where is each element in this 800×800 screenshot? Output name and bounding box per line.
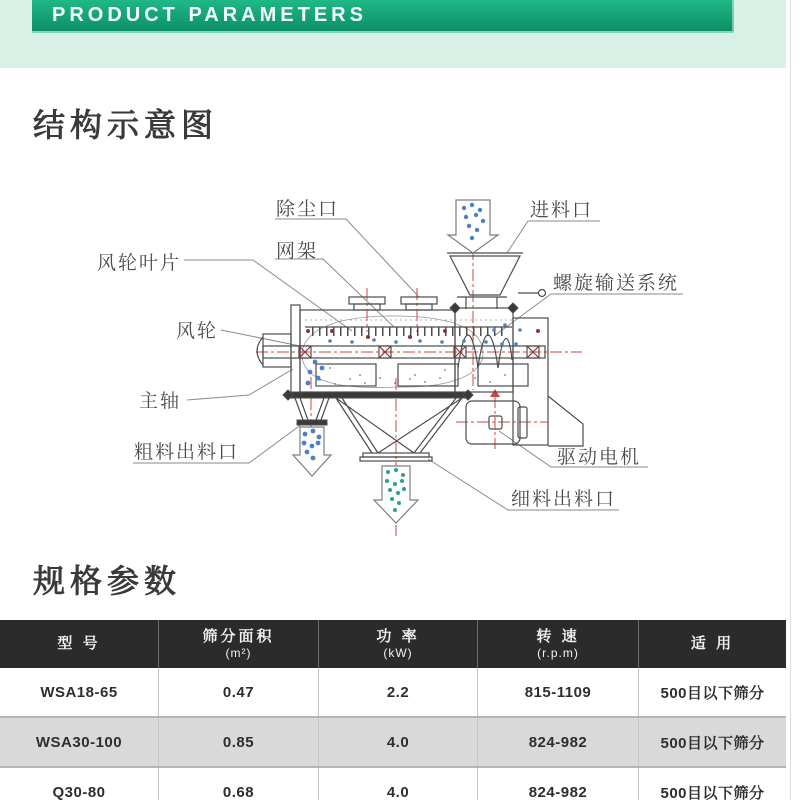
header-power: 功 率 (kW): [319, 620, 478, 668]
label-drive-motor: 驱动电机: [557, 447, 642, 468]
cell-power: 4.0: [319, 718, 478, 766]
table-row: [0, 668, 786, 716]
cell-speed: 824-982: [478, 718, 639, 766]
spec-table-header: [0, 620, 786, 668]
drive-motor-drawing: [466, 401, 527, 444]
label-feed-inlet: 进料口: [530, 200, 594, 221]
specs-section-title: 规格参数: [33, 563, 182, 599]
label-screw-system: 螺旋输送系统: [553, 273, 680, 294]
cell-model: WSA30-100: [0, 718, 159, 766]
label-wheel-blades: 风轮叶片: [97, 253, 182, 274]
table-row: [0, 768, 786, 800]
motor-center-marker: [490, 389, 500, 397]
cell-application: 500目以下筛分: [660, 684, 765, 702]
label-main-shaft: 主轴: [139, 391, 182, 412]
cell-application: 500目以下筛分: [660, 734, 765, 752]
cell-model: WSA18-65: [0, 668, 159, 716]
label-dust-outlet: 除尘口: [276, 199, 340, 220]
label-wind-wheel: 风轮: [176, 321, 219, 342]
spec-table: [0, 620, 786, 800]
banner-title: PRODUCT PARAMETERS: [52, 4, 367, 26]
header-sieve-area: 筛分面积 (m²): [159, 620, 319, 668]
header-application: 适 用: [690, 635, 735, 652]
cell-power: 4.0: [319, 768, 478, 800]
cell-sieve-area: 0.68: [159, 768, 319, 800]
cell-sieve-area: 0.47: [159, 668, 319, 716]
cell-speed: 815-1109: [478, 668, 639, 716]
cell-sieve-area: 0.85: [159, 718, 319, 766]
label-coarse-outlet: 粗料出料口: [134, 442, 240, 463]
cell-power: 2.2: [319, 668, 478, 716]
label-fine-outlet: 细料出料口: [511, 489, 617, 510]
header-speed: 转 速 (r.p.m): [478, 620, 639, 668]
flow-arrows: [293, 200, 498, 523]
cell-model: Q30-80: [0, 768, 159, 800]
cell-application: 500目以下筛分: [660, 784, 765, 800]
cell-speed: 824-982: [478, 768, 639, 800]
label-mesh-frame: 网架: [276, 241, 319, 262]
header-model: 型 号: [0, 620, 159, 668]
table-row: [0, 716, 786, 768]
structure-section-title: 结构示意图: [33, 107, 219, 143]
